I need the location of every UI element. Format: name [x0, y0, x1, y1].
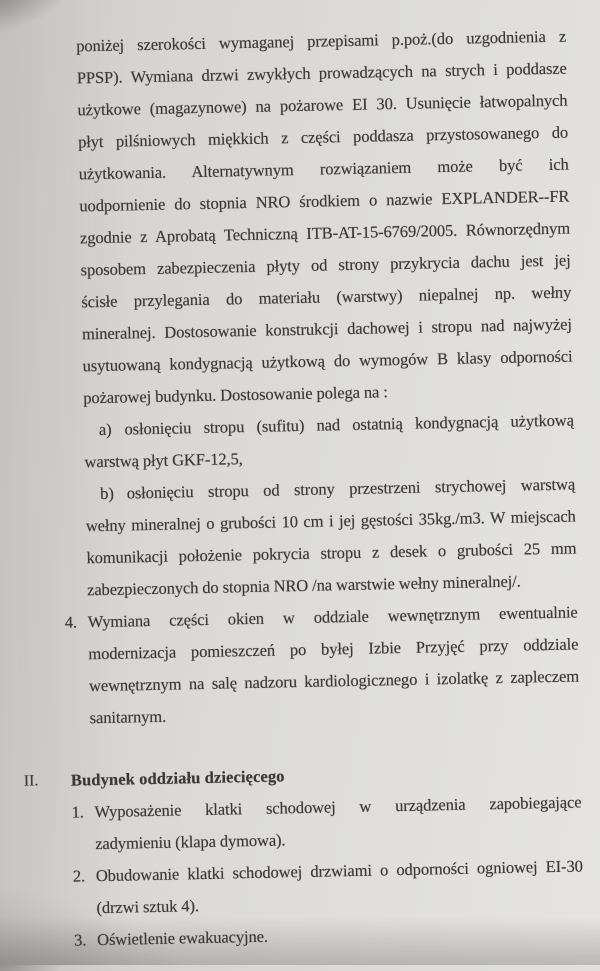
text-line: użytkowania. Alternatywnym rozwiązaniem może być ich — [78, 149, 569, 191]
text-line: (drzwi sztuk 4). — [96, 882, 584, 924]
sub-item-label: a) — [99, 420, 112, 439]
text-line: uodpornienie do stopnia NRO środkiem o nazwie EXPLANDER--FR — [79, 181, 570, 223]
text-line: poniżej szerokości wymaganej przepisami p.poż.(do uzgodnienia z — [76, 21, 567, 63]
text-line: wewnętrznym na salę nadzoru kardiologicznego i izolatkę z zapleczem — [89, 660, 580, 702]
item-text: Oświetlenie ewakuacyjne. — [97, 927, 268, 949]
list-item-2 — [96, 850, 584, 924]
continuation-paragraph — [76, 21, 574, 415]
section-ii-list — [94, 786, 584, 956]
sub-item-label: b) — [100, 484, 114, 503]
text-line: płyt pilśniowych miękkich z części poddasza przystosowanego do — [78, 117, 569, 159]
item-number: 3. — [74, 924, 87, 956]
item-text: Wyposażenie klatki schodowej w urządzenia zapobiegające — [94, 792, 581, 821]
text-line: wełny mineralnej o grubości 10 cm i jej gęstości 35kg./m3. W miejscach — [86, 500, 577, 542]
section-heading-text: Budynek oddziału dziecięcego — [71, 766, 285, 789]
text-line: sposobem zabezpieczenia płyty od strony przykrycia dachu jest jej — [80, 245, 571, 287]
item-number: 2. — [73, 860, 86, 892]
section-numeral: II. — [24, 765, 39, 797]
text-line: komunikacji położenie pokrycia stropu z desek o grubości 25 mm — [86, 532, 577, 574]
text-line: sanitarnym. — [89, 692, 580, 734]
text-line: mineralnej. Dostosowanie konstrukcji dachowej i stropu nad najwyżej — [82, 309, 573, 351]
text-line: warstwą płyt GKF-12,5, — [84, 436, 575, 478]
item-number: 4. — [64, 607, 77, 639]
text-line: modernizacja pomieszczeń po byłej Izbie Przyjęć przy oddziale — [88, 628, 579, 670]
item-text: Wymiana części okien w oddziale wewnętrznym ewentualnie — [88, 602, 578, 631]
sub-item-text: osłonięciu stropu od strony przestrzeni strychowej warstwą — [127, 474, 576, 502]
list-item-4 — [87, 596, 579, 734]
text-line: PPSP). Wymiana drzwi zwykłych prowadzących na strych i poddasze — [77, 53, 568, 95]
text-line: ścisłe przylegania do materiału (warstwy) niepalnej np. wełny — [81, 277, 572, 319]
sub-item-text: osłonięciu stropu (sufitu) nad ostatnią kondygnacją użytkową — [124, 410, 574, 438]
text-line: użytkowe (magazynowe) na pożarowe EI 30. Usunięcie łatwopalnych — [77, 85, 568, 127]
sub-item-b — [85, 468, 577, 606]
text-line: zabezpieczonych do stopnia NRO /na warstwie wełny mineralnej/. — [87, 564, 578, 606]
sub-item-a — [84, 404, 575, 478]
item-number: 1. — [71, 796, 84, 828]
item-text: Obudowanie klatki schodowej drzwiami o odporności ogniowej EI-30 — [96, 856, 583, 885]
text-line: usytuowaną kondygnacją użytkową do wymogów B klasy odporności — [82, 341, 573, 383]
text-line: zgodnie z Aprobatą Techniczną ITB-AT-15-6769/2005. Równorzędnym — [80, 213, 571, 255]
text-line: pożarowej budynku. Dostosowanie polega na : — [83, 373, 574, 415]
text-line: zadymieniu (klapa dymowa). — [95, 818, 583, 860]
list-item-1 — [94, 786, 582, 860]
